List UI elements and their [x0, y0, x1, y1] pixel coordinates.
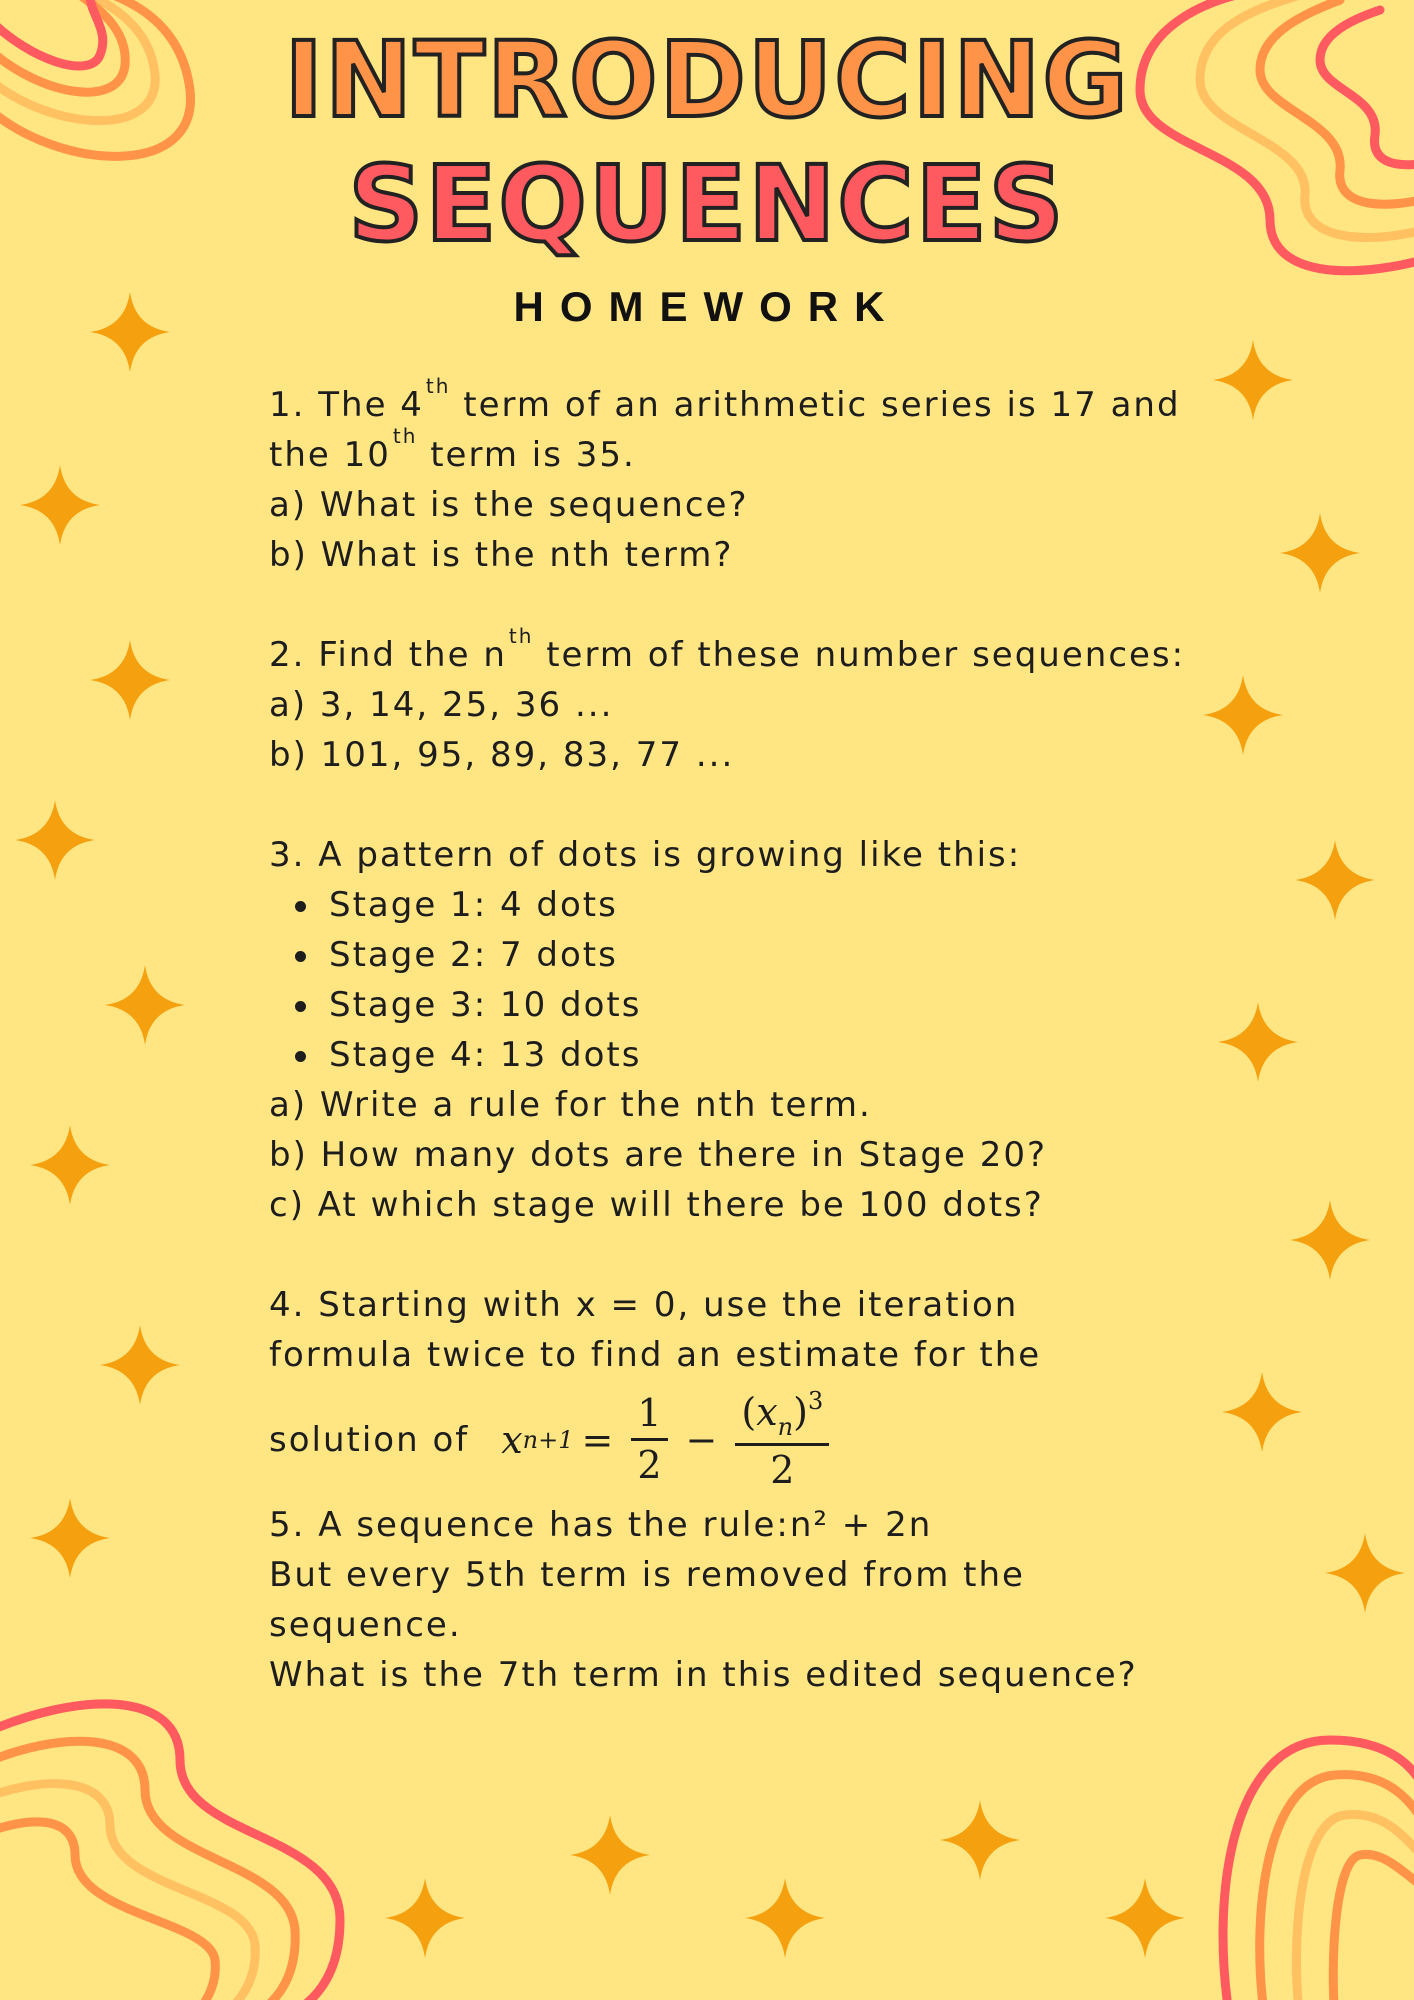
star-icon	[745, 1878, 825, 1958]
question-1-text: term is 35.	[417, 435, 636, 475]
question-5-line-3: sequence.	[269, 1605, 462, 1645]
question-2-line-1	[269, 624, 1309, 680]
star-icon	[20, 465, 100, 545]
question-4-line-2: formula twice to find an estimate for the	[269, 1335, 1042, 1375]
fraction-numerator: 1	[631, 1393, 667, 1441]
question-4-solution-of: solution of	[269, 1420, 470, 1460]
formula-paren: )	[793, 1389, 808, 1434]
question-1-text: 1. The 4	[269, 385, 424, 425]
formula-subscript: n+1	[522, 1426, 574, 1454]
question-4-line-1: 4. Starting with x = 0, use the iteration	[269, 1285, 1019, 1325]
subtitle-homework: HOMEWORK	[513, 283, 901, 330]
question-2-part-b: b) 101, 95, 89, 83, 77 ...	[269, 735, 735, 775]
star-icon	[940, 1800, 1020, 1880]
swirl-bottom-left	[0, 1704, 340, 2000]
superscript-th: th	[425, 374, 451, 398]
superscript-th: th	[392, 424, 418, 448]
star-icon	[105, 965, 185, 1045]
question-2-part-a: a) 3, 14, 25, 36 ...	[269, 685, 614, 725]
iteration-formula	[501, 1388, 839, 1492]
formula-minus: −	[685, 1418, 718, 1462]
superscript-th: th	[508, 624, 534, 648]
stage-list-item: Stage 1: 4 dots	[269, 880, 1309, 930]
question-2-text: term of these number sequences:	[533, 635, 1186, 675]
question-1-text: the 10	[269, 435, 391, 475]
formula-variable: x	[501, 1418, 523, 1462]
question-1-line-1	[269, 374, 1309, 430]
star-icon	[30, 1125, 110, 1205]
star-icon	[30, 1498, 110, 1578]
fraction-numerator	[735, 1388, 829, 1446]
fraction-one-half	[631, 1393, 667, 1487]
formula-exponent: 3	[807, 1386, 824, 1415]
title-line-introducing: INTRODUCING	[284, 19, 1130, 141]
question-1	[269, 374, 1309, 580]
fraction-denominator: 2	[770, 1448, 795, 1493]
title-line-sequences: SEQUENCES	[348, 143, 1066, 265]
fraction-x-cubed-half	[735, 1388, 829, 1492]
fraction-denominator: 2	[637, 1443, 662, 1487]
star-icon	[1325, 1533, 1405, 1613]
stage-list-item: Stage 2: 7 dots	[269, 930, 1309, 980]
formula-variable: x	[756, 1389, 778, 1434]
swirl-bottom-right	[1223, 1740, 1414, 2000]
star-icon	[570, 1815, 650, 1895]
question-5-line-2: But every 5th term is removed from the	[269, 1555, 1025, 1595]
question-2-text: 2. Find the n	[269, 635, 507, 675]
question-5-line-4: What is the 7th term in this edited sequence?	[269, 1655, 1138, 1695]
question-4	[269, 1280, 1309, 1495]
star-icon	[15, 800, 95, 880]
question-4-line-3	[269, 1385, 1309, 1495]
star-icon	[1105, 1878, 1185, 1958]
stage-list-item: Stage 3: 10 dots	[269, 980, 1309, 1030]
question-1-line-2	[269, 424, 1309, 480]
question-5-line-1: 5. A sequence has the rule:n² + 2n	[269, 1505, 933, 1545]
homework-questions	[269, 374, 1309, 1700]
question-3-part-c: c) At which stage will there be 100 dots?	[269, 1185, 1044, 1225]
star-icon	[90, 640, 170, 720]
question-3-intro: 3. A pattern of dots is growing like this:	[269, 835, 1022, 875]
question-3-part-a: a) Write a rule for the nth term.	[269, 1085, 872, 1125]
question-3	[269, 830, 1309, 1230]
question-1-part-b: b) What is the nth term?	[269, 535, 734, 575]
question-1-text: term of an arithmetic series is 17 and	[450, 385, 1181, 425]
question-3-part-b: b) How many dots are there in Stage 20?	[269, 1135, 1048, 1175]
question-5	[269, 1500, 1309, 1700]
star-icon	[100, 1325, 180, 1405]
formula-equals: =	[581, 1418, 614, 1462]
formula-paren: (	[741, 1389, 757, 1434]
star-icon	[385, 1878, 465, 1958]
question-1-part-a: a) What is the sequence?	[269, 485, 749, 525]
stage-list-item: Stage 4: 13 dots	[269, 1030, 1309, 1080]
question-2	[269, 624, 1309, 780]
formula-subscript: n	[777, 1412, 794, 1441]
